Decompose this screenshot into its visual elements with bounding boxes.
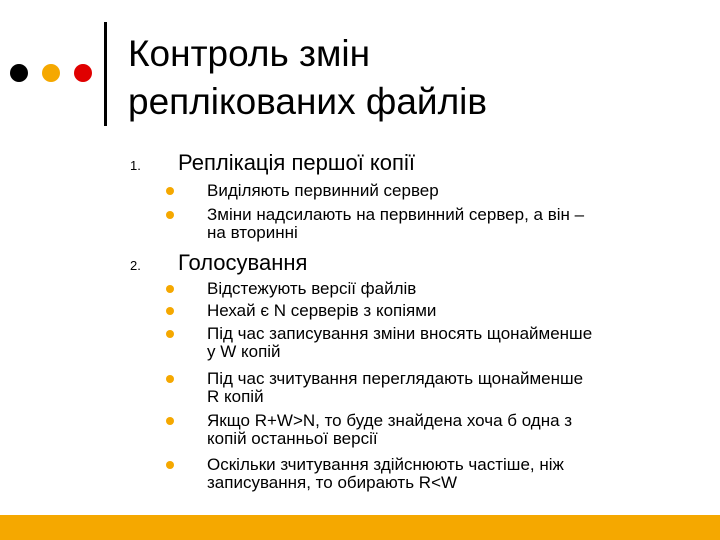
- list-item-line: Під час зчитування переглядають щонайменше: [207, 369, 584, 388]
- list-item-line: Відстежують версії файлів: [207, 279, 417, 298]
- list-item-line: Під час записування зміни вносять щонайменше: [207, 324, 593, 343]
- list-item: [207, 412, 687, 448]
- bullet-icon: [166, 375, 174, 383]
- title-divider: [104, 22, 107, 126]
- list-item: [207, 302, 687, 320]
- bullet-icon: [166, 417, 174, 425]
- list-item-line: записування, то обирають R<W: [207, 473, 458, 492]
- list-item-line: у W копій: [207, 342, 281, 361]
- list-item-line: Нехай є N серверів з копіями: [207, 301, 437, 320]
- list-item-line: копій останньої версії: [207, 429, 378, 448]
- list-item: [207, 456, 687, 492]
- list-item: [207, 280, 687, 298]
- list-item: [207, 325, 687, 361]
- black-dot-icon: [10, 64, 28, 82]
- section-title: Голосування: [178, 250, 308, 275]
- bullet-icon: [166, 211, 174, 219]
- red-dot-icon: [74, 64, 92, 82]
- title-line-2: реплікованих файлів: [128, 81, 488, 122]
- list-item-line: Якщо R+W>N, то буде знайдена хоча б одна з: [207, 411, 573, 430]
- list-item-line: на вторинні: [207, 223, 298, 242]
- section-number: 1.: [130, 158, 141, 173]
- bullet-icon: [166, 330, 174, 338]
- bullet-icon: [166, 461, 174, 469]
- bullet-icon: [166, 285, 174, 293]
- title-line-1: Контроль змін: [128, 33, 371, 74]
- list-item: [207, 182, 687, 200]
- orange-dot-icon: [42, 64, 60, 82]
- list-item-line: Виділяють первинний сервер: [207, 181, 439, 200]
- list-item: [207, 206, 687, 242]
- list-item-line: R копій: [207, 387, 264, 406]
- bullet-icon: [166, 307, 174, 315]
- section-title: Реплікація першої копії: [178, 150, 415, 175]
- list-item-line: Оскільки зчитування здійснюють частіше, ніж: [207, 455, 564, 474]
- list-item: [207, 370, 687, 406]
- section-number: 2.: [130, 258, 141, 273]
- footer-bar: [0, 515, 720, 540]
- slide-title: [128, 30, 708, 126]
- bullet-icon: [166, 187, 174, 195]
- list-item-line: Зміни надсилають на первинний сервер, а він –: [207, 205, 585, 224]
